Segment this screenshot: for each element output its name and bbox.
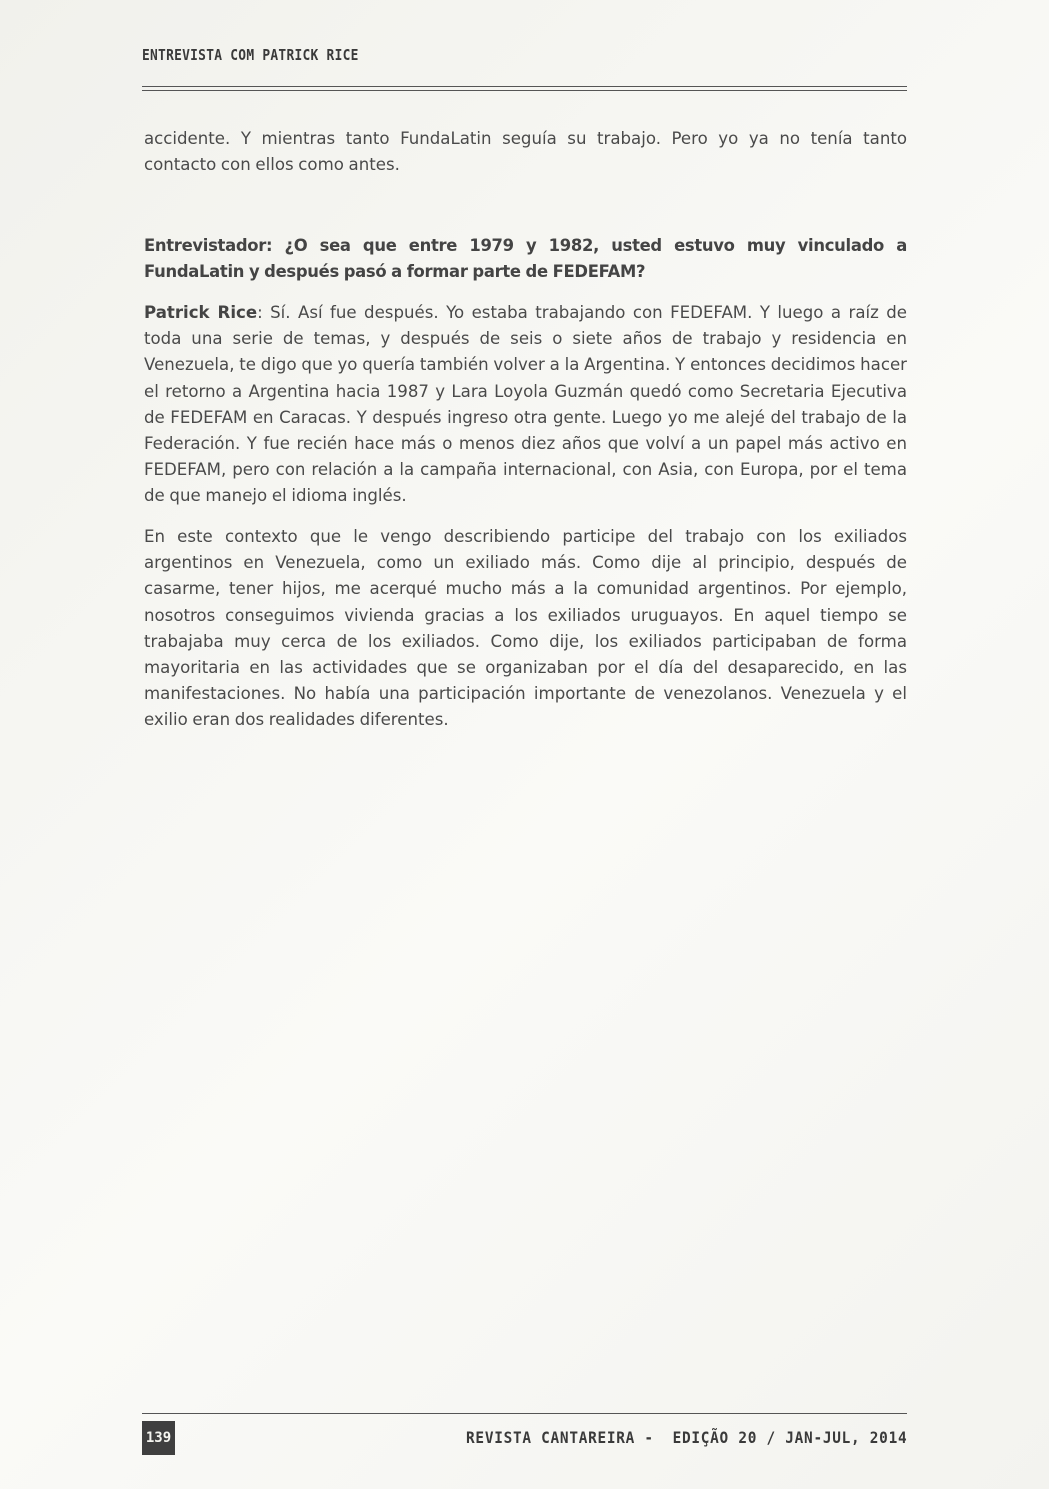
footer-publication-title: REVISTA CANTAREIRA - EDIÇÃO 20 / JAN-JUL, 2014 [465,1428,907,1447]
continuation-text: accidente. Y mientras tanto FundaLatin seguía su trabajo. Pero yo ya no tenía tanto contacto con ellos como antes. [144,129,907,175]
header-rule-bottom [142,90,907,91]
answer-1-text: : Sí. Así fue después. Yo estaba trabajando con FEDEFAM. Y luego a raíz de toda una serie de temas, y después de seis o siete años de trabajo y residencia en Venezuela, te digo que yo quería también volver a la Argentina. Y entonces decidimos hacer el retorno a Argentina hacia 1987 y Lara Loyola Guzmán quedó como Secretaria Ejecutiva de FEDEFAM en Caracas. Y después ingreso otra gente. Luego yo me alejé del trabajo de la Federación. Y fue recién hace más o menos diez años que volví a un papel más activo en FEDEFAM, pero con relación a la campaña internacional, con Asia, con Europa, por el tema de que manejo el idioma inglés. [144,303,907,506]
speaker-name: Patrick Rice [144,303,258,322]
answer-2-text: En este contexto que le vengo describiendo participe del trabajo con los exiliados argentinos en Venezuela, como un exiliado más. Como dije al principio, después de casarme, tener hijos, me acerqué mucho más a la comunidad argentinos. Por ejemplo, nosotros conseguimos vivienda gracias a los exiliados uruguayos. En aquel tiempo se trabajaba muy cerca de los exiliados. Como dije, los exiliados participaban de forma mayoritaria en las actividades que se organizaban por el día del desaparecido, en las manifestaciones. No había una participación importante de venezolanos. Venezuela y el exilio eran dos realidades diferentes. [144,527,907,730]
running-header-title: ENTREVISTA COM PATRICK RICE [142,46,359,64]
page-number-badge: 139 [142,1421,175,1455]
answer-paragraph-2 [144,524,907,734]
question-text: Entrevistador: ¿O sea que entre 1979 y 1982, usted estuvo muy vinculado a FundaLatin y después pasó a formar parte de FEDEFAM? [144,236,907,282]
interviewer-question [144,233,907,285]
answer-1-paragraph [144,300,907,510]
header-rule-top [142,86,907,87]
footer-rule [142,1413,907,1414]
answer-paragraph-1 [144,300,907,510]
continuation-paragraph [144,126,907,178]
